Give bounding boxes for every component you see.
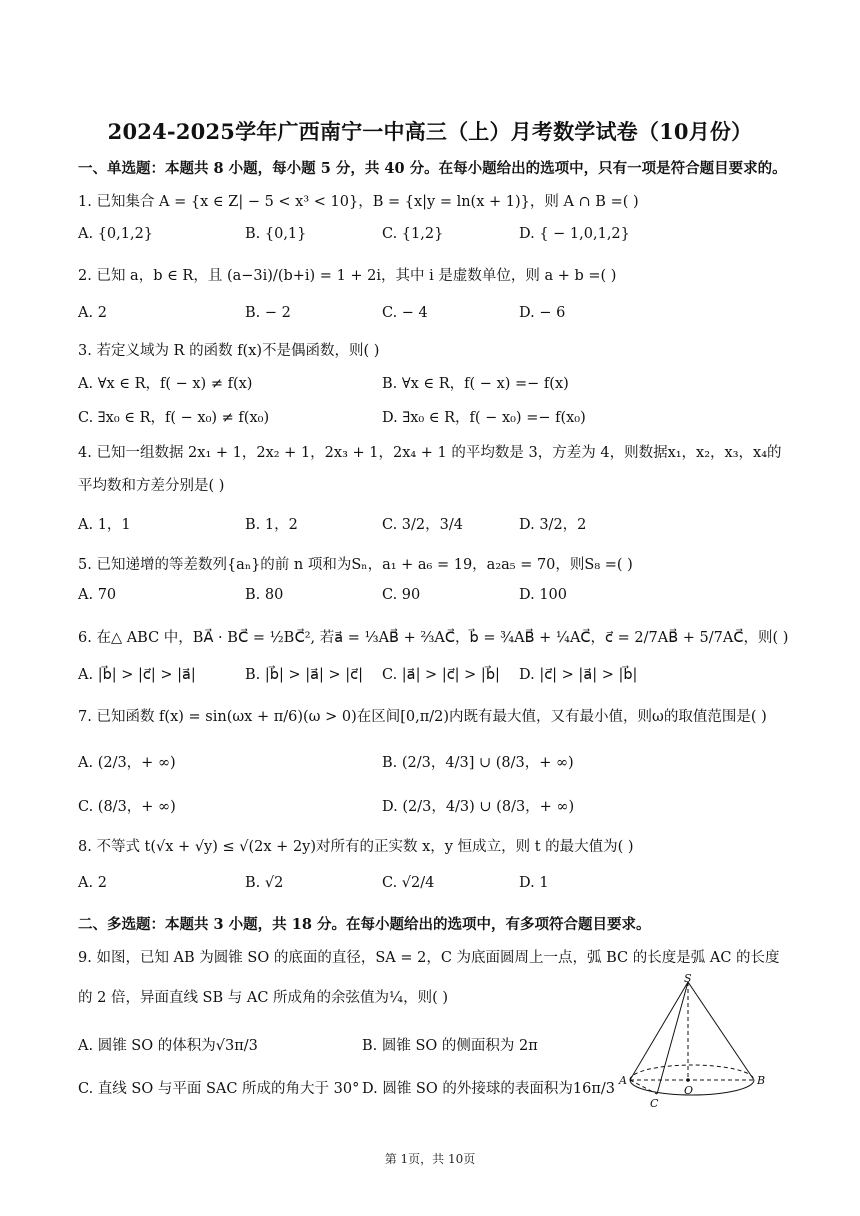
question-3-option-a: A. ∀x ∈ R，f( − x) ≠ f(x) <box>78 376 253 392</box>
line-sa <box>630 982 688 1080</box>
center-point-o <box>686 1078 690 1082</box>
question-2-option-d: D. − 6 <box>519 305 566 321</box>
question-5-option-b: B. 80 <box>245 587 284 603</box>
question-5-stem: 5. 已知递增的等差数列{aₙ}的前 n 项和为Sₙ，a₁ + a₆ = 19，a₂a₅ = 70，则S₈ =( ) <box>78 557 633 573</box>
question-9-option-c: C. 直线 SO 与平面 SAC 所成的角大于 30° <box>78 1081 360 1097</box>
question-4-option-a: A. 1，1 <box>78 517 131 533</box>
question-9-option-d: D. 圆锥 SO 的外接球的表面积为16π/3 <box>362 1081 615 1097</box>
cone-base-back-arc <box>630 1065 754 1080</box>
section-heading-multi-choice: 二、多选题：本题共 3 小题，共 18 分。在每小题给出的选项中，有多项符合题目要求。 <box>78 916 651 933</box>
question-6-option-a: A. |b⃗| > |c⃗| > |a⃗| <box>78 667 196 683</box>
question-2-option-a: A. 2 <box>78 305 107 321</box>
question-6-option-b: B. |b⃗| > |a⃗| > |c⃗| <box>245 667 363 683</box>
question-3-option-c: C. ∃x₀ ∈ R，f( − x₀) ≠ f(x₀) <box>78 410 270 426</box>
question-8-option-b: B. √2 <box>245 875 284 891</box>
question-4-option-d: D. 3/2，2 <box>519 517 587 533</box>
page-footer: 第 1页，共 10页 <box>384 1152 476 1166</box>
question-9-option-b: B. 圆锥 SO 的侧面积为 2π <box>362 1038 538 1054</box>
label-o: O <box>684 1084 694 1097</box>
question-3-stem: 3. 若定义域为 R 的函数 f(x)不是偶函数，则( ) <box>78 343 380 359</box>
question-7-option-a: A. (2/3，+ ∞) <box>78 755 176 771</box>
question-5-option-d: D. 100 <box>519 587 568 603</box>
question-8-option-a: A. 2 <box>78 875 107 891</box>
question-4-stem: 4. 已知一组数据 2x₁ + 1，2x₂ + 1，2x₃ + 1，2x₄ + 1 的平均数是 3，方差为 4，则数据x₁，x₂，x₃，x₄的 <box>78 445 782 461</box>
question-6-stem: 6. 在△ ABC 中，BA⃗ · BC⃗ = ½BC⃗², 若a⃗ = ⅓AB⃗ + ⅔AC⃗，b⃗ = ¾AB⃗ + ¼AC⃗，c⃗ = 2/7AB⃗ + 5/7AC⃗，则( ) <box>78 630 789 646</box>
question-3-option-d: D. ∃x₀ ∈ R，f( − x₀) =− f(x₀) <box>382 410 586 426</box>
question-4-stem-continued: 平均数和方差分别是( ) <box>78 478 225 494</box>
question-7-option-d: D. (2/3，4/3) ∪ (8/3，+ ∞) <box>382 799 575 815</box>
question-2-stem: 2. 已知 a，b ∈ R，且 (a−3i)/(b+i) = 1 + 2i，其中 i 是虚数单位，则 a + b =( ) <box>78 268 617 284</box>
question-9-option-a: A. 圆锥 SO 的体积为√3π/3 <box>78 1038 258 1054</box>
label-s: S <box>684 972 692 985</box>
question-1-option-a: A. {0,1,2} <box>78 226 154 242</box>
question-8-stem: 8. 不等式 t(√x + √y) ≤ √(2x + 2y)对所有的正实数 x，y 恒成立，则 t 的最大值为( ) <box>78 839 634 855</box>
question-1-stem: 1. 已知集合 A = {x ∈ Z| − 5 < x³ < 10}，B = {x|y = ln(x + 1)}，则 A ∩ B =( ) <box>78 194 639 210</box>
section-heading-single-choice: 一、单选题：本题共 8 小题，每小题 5 分，共 40 分。在每小题给出的选项中，只有一项是符合题目要求的。 <box>78 160 787 177</box>
question-5-option-c: C. 90 <box>382 587 421 603</box>
question-8-option-c: C. √2/4 <box>382 875 435 891</box>
question-6-option-d: D. |c⃗| > |a⃗| > |b⃗| <box>519 667 638 683</box>
question-1-option-c: C. {1,2} <box>382 226 444 242</box>
cone-figure <box>612 970 772 1110</box>
question-4-option-c: C. 3/2，3/4 <box>382 517 463 533</box>
question-2-option-c: C. − 4 <box>382 305 428 321</box>
label-a: A <box>619 1074 627 1087</box>
label-c: C <box>650 1097 659 1110</box>
line-sc <box>657 982 688 1094</box>
question-5-option-a: A. 70 <box>78 587 117 603</box>
question-9-stem-continued: 的 2 倍，异面直线 SB 与 AC 所成角的余弦值为¼，则( ) <box>78 990 449 1006</box>
question-2-option-b: B. − 2 <box>245 305 291 321</box>
question-7-option-b: B. (2/3，4/3] ∪ (8/3，+ ∞) <box>382 755 574 771</box>
label-b: B <box>757 1074 766 1087</box>
question-4-option-b: B. 1，2 <box>245 517 298 533</box>
question-6-option-c: C. |a⃗| > |c⃗| > |b⃗| <box>382 667 500 683</box>
question-1-option-b: B. {0,1} <box>245 226 307 242</box>
question-3-option-b: B. ∀x ∈ R，f( − x) =− f(x) <box>382 376 569 392</box>
question-9-stem: 9. 如图，已知 AB 为圆锥 SO 的底面的直径，SA = 2，C 为底面圆周上一点，弧 BC 的长度是弧 AC 的长度 <box>78 950 780 966</box>
question-7-option-c: C. (8/3，+ ∞) <box>78 799 176 815</box>
question-7-stem: 7. 已知函数 f(x) = sin(ωx + π/6)(ω > 0)在区间[0,π/2)内既有最大值，又有最小值，则ω的取值范围是( ) <box>78 709 767 725</box>
page-title: 2024-2025学年广西南宁一中高三（上）月考数学试卷（10月份） <box>107 119 753 144</box>
question-1-option-d: D. { − 1,0,1,2} <box>519 226 630 242</box>
question-8-option-d: D. 1 <box>519 875 549 891</box>
